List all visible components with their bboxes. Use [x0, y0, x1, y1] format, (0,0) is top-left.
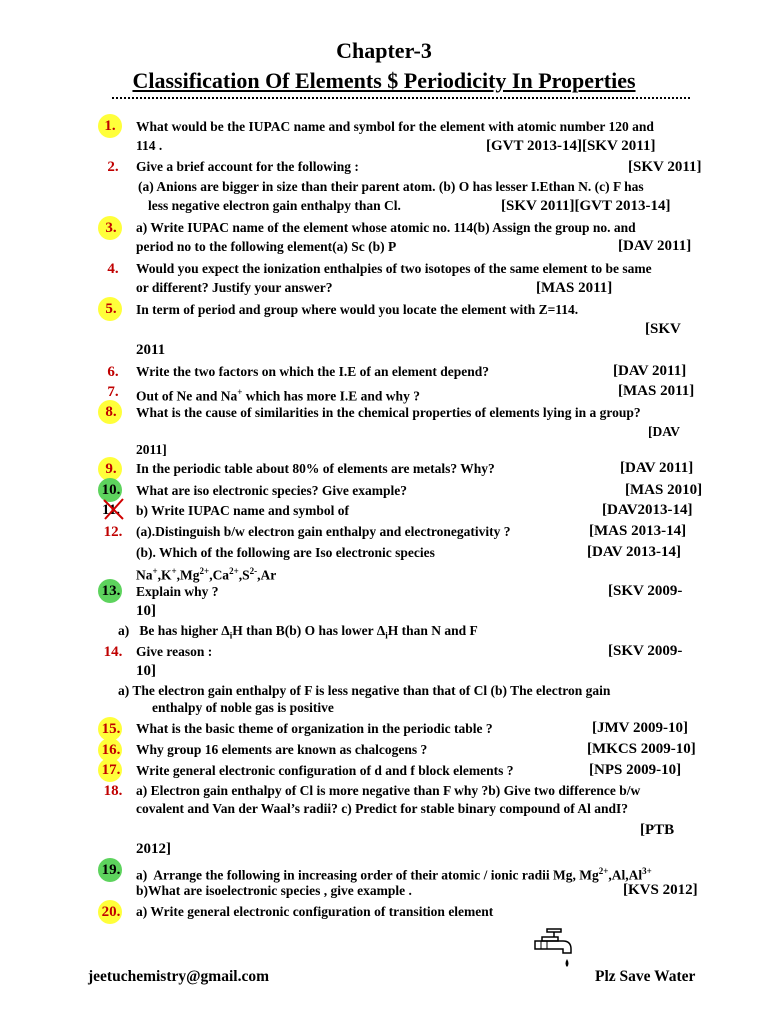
chapter-heading: Chapter-3: [336, 38, 432, 63]
source-reference: [KVS 2012]: [623, 882, 698, 898]
question-text: covalent and Van der Waal’s radii? c) Predict for stable binary compound of Al andI?: [136, 801, 629, 816]
question-text: (b). Which of the following are Iso electronic species: [136, 545, 435, 560]
question-text: 114 .: [136, 138, 163, 153]
source-reference: [MAS 2013-14]: [589, 523, 687, 539]
question-text: or different? Justify your answer?: [136, 280, 333, 295]
question-text: What would be the IUPAC name and symbol for the element with atomic number 120 and: [136, 119, 654, 134]
source-reference: [SKV 2011]: [628, 159, 702, 175]
question-text: What is the cause of similarities in the chemical properties of elements lying in a group?: [136, 405, 641, 420]
source-reference: 2011: [136, 342, 166, 358]
question-text: What is the basic theme of organization in the periodic table ?: [136, 721, 493, 736]
source-reference: [JMV 2009-10]: [592, 720, 688, 736]
question-text: Give reason :: [136, 644, 213, 659]
question-number: 13.: [101, 583, 121, 599]
question-text: Write general electronic configuration of d and f block elements ?: [136, 763, 514, 778]
water-tap-icon: [533, 927, 577, 973]
question-text: [136, 383, 420, 406]
source-reference: [MAS 2011]: [536, 280, 613, 296]
source-reference: [DAV: [648, 424, 681, 439]
source-reference: [DAV 2011]: [613, 363, 687, 379]
question-number: 11.: [102, 502, 120, 518]
source-reference: [DAV 2011]: [618, 238, 692, 254]
question-text-part: Out of Ne and Na: [136, 388, 238, 404]
question-text: Explain why ?: [136, 584, 219, 599]
question-number: 7.: [107, 384, 119, 400]
question-number: 9.: [105, 461, 117, 477]
question-text: Why group 16 elements are known as chalcogens ?: [136, 742, 428, 757]
ion-list: $Na^+,K^+,Mg^{2+},Ca^{2+},S^{2-},Ar$: [136, 566, 277, 583]
question-number: 1.: [104, 118, 116, 134]
source-reference: [MKCS 2009-10]: [587, 741, 696, 757]
question-text: a) Write IUPAC name of the element whose atomic no. 114(b) Assign the group no. and: [136, 220, 636, 235]
title-dotted-rule: [112, 97, 690, 99]
question-number: 15.: [101, 721, 121, 737]
superscript: +: [237, 387, 243, 397]
question-number: 6.: [107, 364, 119, 380]
question-number: 5.: [105, 301, 117, 317]
source-reference: [SKV 2009-: [608, 643, 683, 659]
source-reference: [PTB: [640, 822, 675, 838]
source-reference: [GVT 2013-14][SKV 2011]: [486, 138, 656, 154]
question-subtext: a) Be has higher $\Delta_iH$ than B(b) O has lower $\Delta_iH$ than N and F: [118, 623, 478, 641]
question-text: (a) Anions are bigger in size than their parent atom. (b) O has lesser I.Ethan N. (c) F has: [138, 179, 644, 194]
question-subtext: enthalpy of noble gas is positive: [152, 700, 334, 715]
footer-email: jeetuchemistry@gmail.com: [88, 968, 269, 985]
source-reference: [DAV2013-14]: [602, 502, 693, 518]
question-text-part: which has more I.E and why ?: [242, 388, 420, 404]
footer-slogan: Plz Save Water: [595, 968, 696, 985]
question-number: 12.: [103, 524, 123, 540]
source-reference: [MAS 2010]: [625, 482, 703, 498]
question-text: b)What are isoelectronic species , give example .: [136, 883, 412, 898]
source-reference: [SKV: [645, 321, 681, 337]
question-number: 2.: [107, 159, 119, 175]
page-title: Classification Of Elements $ Periodicity In Properties: [132, 68, 636, 93]
question-text: b) Write IUPAC name and symbol of: [136, 503, 350, 518]
question-number: 20.: [101, 904, 121, 920]
question-text: What are iso electronic species? Give example?: [136, 483, 407, 498]
source-reference: 2011]: [136, 442, 167, 457]
question-number: 10.: [101, 482, 121, 498]
question-text: a) Write general electronic configuration of transition element: [136, 904, 494, 919]
question-number: 3.: [105, 220, 117, 236]
question-number: 8.: [105, 404, 117, 420]
question-text: less negative electron gain enthalpy than Cl.: [148, 198, 401, 213]
question-number: 19.: [101, 862, 121, 878]
question-text: Write the two factors on which the I.E of an element depend?: [136, 364, 489, 379]
question-text: period no to the following element(a) Sc (b) P: [136, 239, 397, 254]
question-text: In term of period and group where would you locate the element with Z=114.: [136, 302, 579, 317]
question-text: (a).Distinguish b/w electron gain enthalpy and electronegativity ?: [136, 524, 511, 539]
question-text: Would you expect the ionization enthalpies of two isotopes of the same element to be same: [136, 261, 652, 276]
question-number: 4.: [107, 261, 119, 277]
source-reference: [DAV 2013-14]: [587, 544, 682, 560]
source-reference: [MAS 2011]: [618, 383, 695, 399]
source-reference: 10]: [136, 663, 156, 679]
question-subtext: a) The electron gain enthalpy of F is less negative than that of Cl (b) The electron gain: [118, 683, 611, 698]
strike-mark-icon: [101, 496, 127, 522]
question-number: 14.: [103, 644, 123, 660]
source-reference: 10]: [136, 603, 156, 619]
question-number: 16.: [101, 742, 121, 758]
question-text: Give a brief account for the following :: [136, 159, 359, 174]
source-reference: [SKV 2011][GVT 2013-14]: [501, 198, 671, 214]
question-number: 17.: [101, 762, 121, 778]
question-text: a) Electron gain enthalpy of Cl is more negative than F why ?b) Give two difference b/w: [136, 783, 641, 798]
source-reference: [NPS 2009-10]: [589, 762, 682, 778]
source-reference: 2012]: [136, 841, 171, 857]
question-text: In the periodic table about 80% of elements are metals? Why?: [136, 461, 495, 476]
question-number: 18.: [103, 783, 123, 799]
question-text: a) Arrange the following in increasing order of their atomic / ionic radii Mg, $Mg^{2+},Al,Al^{3+}$: [136, 866, 652, 883]
source-reference: [DAV 2011]: [620, 460, 694, 476]
source-reference: [SKV 2009-: [608, 583, 683, 599]
